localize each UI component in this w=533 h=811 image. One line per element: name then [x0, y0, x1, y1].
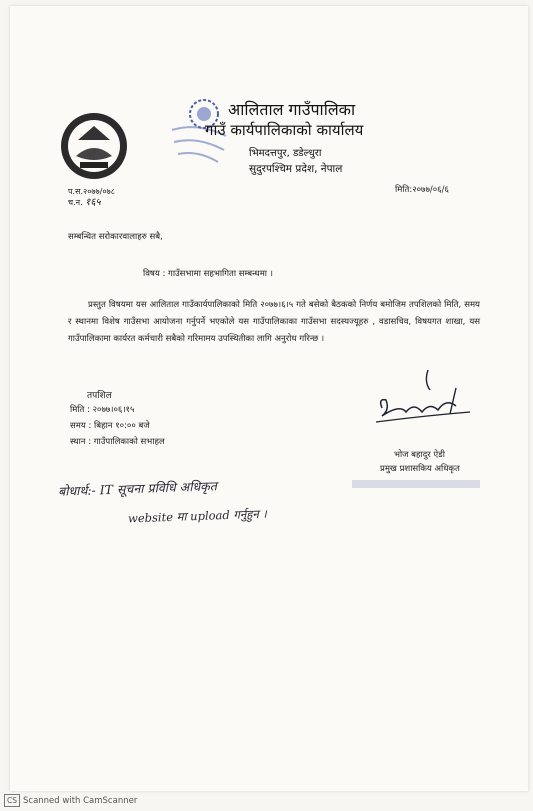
tapsil-heading: तपशिल: [87, 391, 112, 401]
letter-date: मिति:२०७७/०६/६: [395, 185, 449, 195]
tapsil-date: मिति : २०७७।०६।१५: [70, 405, 135, 415]
patra-sankhya: प.स.२०७७/०७८: [68, 187, 115, 196]
handwritten-note-line-2: website मा upload गर्नुहुन ।: [127, 506, 267, 526]
chalani-label: च.न.: [68, 198, 83, 207]
nepal-emblem-logo: [58, 110, 130, 182]
address-line-1: भिमदत्तपुर, डडेल्धुरा: [249, 148, 322, 159]
handwritten-note-line-1: बोधार्थ:- IT सूचना प्रविधि अधिकृत: [57, 478, 218, 499]
tapsil-details: [70, 402, 165, 450]
chalani-line: [68, 197, 115, 208]
tapsil-time: समय : बिहान १०:०० बजे: [70, 421, 150, 431]
reference-block: [68, 186, 115, 208]
address-line-2: सुदुरपश्चिम प्रदेश, नेपाल: [249, 163, 343, 175]
scanner-footer: [4, 794, 137, 807]
body-paragraph: प्रस्तुत विषयमा यस आलिताल गाउँकार्यपालिकाको मिति २०७७।६।५ गते बसेको बैठकको निर्णय बमोजिम तपशिलको मिति, समय र स्थानमा विशेष गाउँसभा आयोजना गर्नुपर्ने भएकोले यस गाउँपालिकाका गाउँसभा सदस्यज्यूहरु , वडासचिव, विषयगत शाखा, यस गाउँपालिकामा कार्यरत कर्मचारी सबैको गरिमामय उपस्थितीका लागि अनुरोध गरिन्छ ।: [68, 300, 480, 344]
signatory-name: भोज बहादुर ऐडी: [394, 450, 445, 460]
addressee: सम्बन्धित सरोकारवालाहरु सबै,: [68, 232, 163, 242]
camscanner-icon: CS: [4, 794, 20, 807]
name-stamp-faint: [352, 477, 482, 491]
municipality-name: आलिताल गाउँपालिका: [228, 100, 356, 119]
scanner-text: Scanned with CamScanner: [23, 795, 138, 806]
chalani-number: १६५: [85, 197, 101, 208]
signatory-post: प्रमुख प्रशासकिय अधिकृत: [380, 464, 460, 474]
subject-line: विषय : गाउँसभामा सहभागिता सम्बन्धमा ।: [143, 269, 273, 279]
tapsil-place: स्थान : गाउँपालिकाको सभाहल: [70, 437, 165, 447]
office-name: गाउँ कार्यपालिकाको कार्यालय: [205, 121, 364, 139]
signature: [372, 368, 472, 428]
